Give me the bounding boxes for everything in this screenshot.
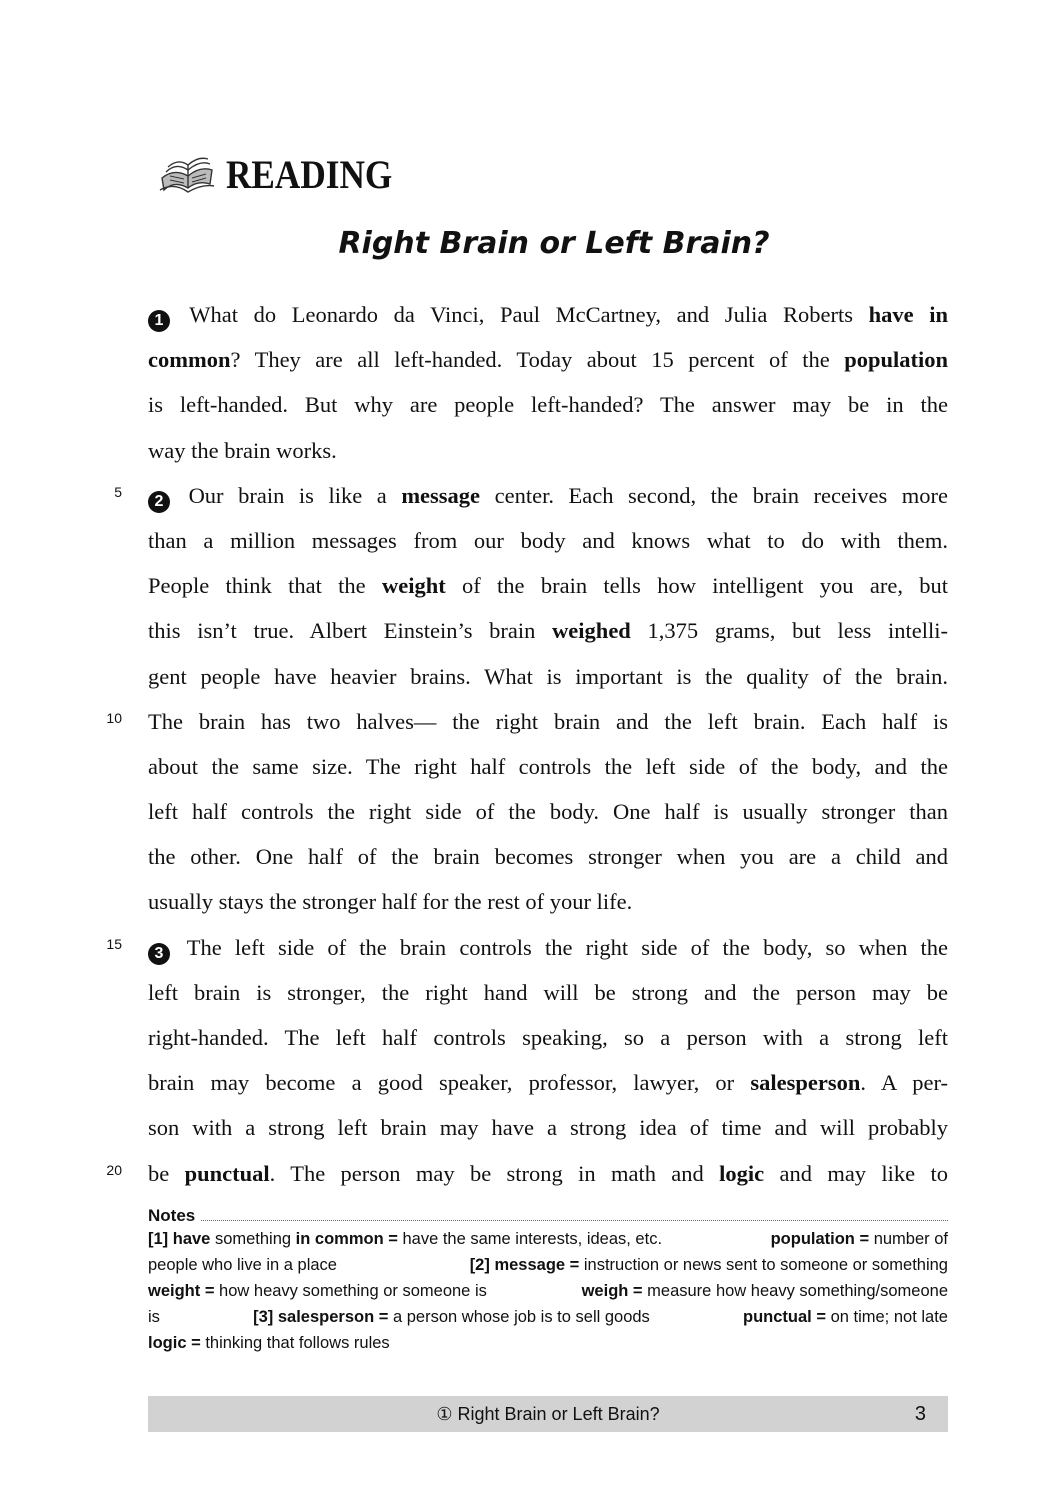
note-line xyxy=(148,1226,948,1252)
text-line: The brain has two halves— the right brain and the left brain. Each half is xyxy=(148,708,948,734)
vocab-term: salesperson xyxy=(750,1070,861,1096)
text-line: left brain is stronger, the right hand will be strong and the person may be xyxy=(148,979,948,1005)
vocab-term: message xyxy=(401,482,481,508)
text: What do Leonardo da Vinci, Paul McCartney, and Julia Roberts xyxy=(189,302,869,327)
text-line xyxy=(148,1151,948,1196)
vocab-term: weighed xyxy=(552,618,631,644)
line-number: 20 xyxy=(106,1162,122,1178)
text: brain may become a good speaker, professor, lawyer, or xyxy=(148,1070,751,1096)
footer-chapter-title: ① Right Brain or Left Brain? xyxy=(436,1404,660,1424)
note-entry xyxy=(148,1278,487,1304)
note-text: have the same interests, ideas, etc. xyxy=(397,1230,663,1248)
note-term: punctual = xyxy=(743,1308,826,1326)
text-line xyxy=(148,1060,948,1105)
text-line xyxy=(148,473,948,518)
note-text: on time; not late xyxy=(825,1308,948,1326)
paragraph-marker: 1 xyxy=(148,310,170,332)
vocab-term: logic xyxy=(719,1160,765,1186)
article-title-text: Right Brain or Left Brain? xyxy=(338,226,770,261)
note-term: weigh = xyxy=(581,1282,643,1300)
text: ? They are all left-handed. Today about 15 percent of the xyxy=(230,347,845,373)
text: center. Each second, the brain receives more xyxy=(480,482,948,508)
note-entry xyxy=(771,1226,948,1252)
text-line: usually stays the stronger half for the rest of your life. xyxy=(148,889,633,915)
article-title xyxy=(0,226,1062,261)
text: this isn’t true. Albert Einstein’s brain xyxy=(148,618,553,644)
text-line: gent people have heavier brains. What is important is the quality of the brain. xyxy=(148,663,948,689)
notes-label: Notes xyxy=(148,1206,196,1225)
vocab-term: punctual xyxy=(184,1160,270,1186)
text: and may like to xyxy=(764,1160,948,1186)
page-footer xyxy=(148,1396,948,1432)
vocab-term: have in xyxy=(868,302,949,327)
text: 1,375 grams, but less intelli- xyxy=(630,618,948,644)
text-line: about the same size. The right half controls the left side of the body, and the xyxy=(148,753,948,779)
paragraph-marker: 3 xyxy=(148,943,170,965)
text-line xyxy=(148,925,948,970)
note-line xyxy=(148,1252,948,1278)
note-term: weight = xyxy=(148,1282,215,1300)
text-line: way the brain works. xyxy=(148,437,337,463)
text: Our brain is like a xyxy=(188,482,402,508)
text-line: the other. One half of the brain becomes stronger when you are a child and xyxy=(148,844,948,870)
notes-header xyxy=(148,1202,948,1226)
line-number: 15 xyxy=(106,936,122,952)
note-entry xyxy=(253,1304,650,1330)
note-entry xyxy=(470,1252,948,1278)
text-line xyxy=(148,608,948,653)
note-term: in common = xyxy=(295,1230,398,1248)
note-term: [1] have xyxy=(148,1230,211,1248)
note-text: number of xyxy=(869,1230,948,1248)
text-line: son with a strong left brain may have a strong idea of time and will probably xyxy=(148,1115,948,1141)
open-book-icon xyxy=(158,152,216,196)
note-text: is xyxy=(148,1308,160,1326)
note-entry xyxy=(148,1330,390,1356)
text-line xyxy=(148,337,948,382)
note-text: people who live in a place xyxy=(148,1256,337,1274)
note-text: measure how heavy something/someone xyxy=(642,1282,948,1300)
text: People think that the xyxy=(148,573,382,599)
page-number: 3 xyxy=(914,1403,926,1425)
note-term: logic = xyxy=(148,1334,201,1352)
text-line: is left-handed. But why are people left-handed? The answer may be in the xyxy=(148,392,948,418)
dotted-divider xyxy=(201,1220,948,1221)
text-line: than a million messages from our body and knows what to do with them. xyxy=(148,527,948,553)
paragraph-marker: 2 xyxy=(148,491,170,513)
text-line: left half controls the right side of the body. One half is usually stronger than xyxy=(148,799,948,825)
note-text: a person whose job is to sell goods xyxy=(388,1308,650,1326)
note-line xyxy=(148,1304,948,1330)
note-term: population = xyxy=(770,1230,870,1248)
section-header xyxy=(158,148,415,200)
note-line xyxy=(148,1330,948,1356)
vocab-term: population xyxy=(844,347,948,373)
line-number: 10 xyxy=(106,710,122,726)
note-entry xyxy=(148,1226,662,1252)
note-term: [2] message = xyxy=(469,1256,580,1274)
line-number: 5 xyxy=(114,484,122,500)
text: of the brain tells how intelligent you are, but xyxy=(445,573,949,599)
text: The left side of the brain controls the right side of the body, so when the xyxy=(186,934,948,960)
section-title: READING xyxy=(226,151,393,197)
text: be xyxy=(148,1160,185,1186)
text-line: right-handed. The left half controls speaking, so a person with a strong left xyxy=(148,1025,948,1050)
note-term: [3] salesperson = xyxy=(253,1308,389,1326)
note-line xyxy=(148,1278,948,1304)
notes-box xyxy=(148,1202,948,1356)
text: . The person may be strong in math and xyxy=(269,1160,720,1186)
note-entry xyxy=(743,1304,948,1330)
vocab-term: common xyxy=(148,347,231,373)
article-body xyxy=(148,292,948,1196)
note-entry xyxy=(582,1278,948,1304)
note-text: something xyxy=(210,1230,296,1248)
text-line xyxy=(148,563,948,608)
vocab-term: weight xyxy=(381,573,446,599)
note-text: instruction or news sent to someone or something xyxy=(579,1256,948,1274)
text-line xyxy=(148,292,948,337)
text: . A per- xyxy=(860,1070,948,1096)
note-text: thinking that follows rules xyxy=(200,1334,390,1352)
note-text: how heavy something or someone is xyxy=(214,1282,487,1300)
